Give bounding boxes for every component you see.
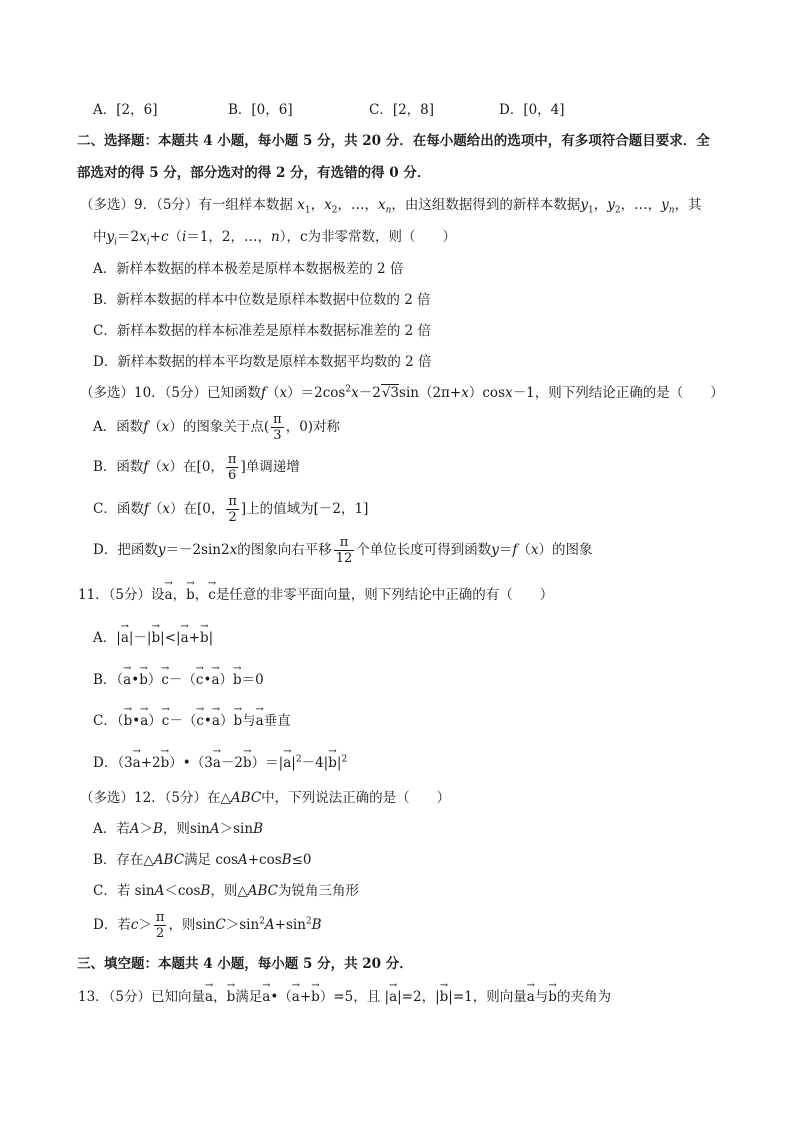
q12-option-c xyxy=(93,882,359,900)
section3-heading: 三、填空题：本题共 4 小题，每小题 5 分，共 20 分． xyxy=(77,956,413,972)
q12-math-c1: sinA＜cosB xyxy=(130,883,211,899)
q12-math-c2: △ABC xyxy=(237,883,279,899)
q10-option-d-text3: 个单位长度可得到函数 xyxy=(356,542,492,558)
q10-stem-b: ，则下列结论正确的是（ ） xyxy=(534,385,724,401)
q12-option-b xyxy=(93,851,312,869)
q9-math-yi: $y_i=2x_i+c(i=1$，2，…，n） xyxy=(106,229,287,248)
q9-option-d: D．新样本数据的样本平均数是原样本数据平均数的 2 倍 xyxy=(93,354,432,370)
q9-stem-b: ，由这组数据得到的新样本数据 xyxy=(391,197,581,213)
q10-option-a-text3: 对称 xyxy=(313,419,341,435)
q12-math-d2: $\sin C>\sin^2A+\sin^2B$ xyxy=(195,916,322,933)
q12-math-d1: c＞ $\frac{\pi}{2}$ xyxy=(130,910,165,941)
q10-option-d-text1: D．把函数 xyxy=(93,542,158,558)
q8-option-d: D．[0，4] xyxy=(499,102,565,118)
q11-stem-b: 是任意的非零平面向量，则下列结论中正确的有（ ） xyxy=(215,587,554,603)
q13-math-norms: |→ a|=2，|→ b|=1 xyxy=(380,989,473,1005)
q11-math-c: （→ b•→ a）→ c－（→ c•→ a）→ b与→ a xyxy=(117,713,264,729)
q11-option-c xyxy=(93,712,291,730)
q11-option-a xyxy=(93,629,213,647)
q12-option-d-text1: D．若 xyxy=(93,917,131,933)
q10-option-d xyxy=(93,535,593,566)
q10-math-function: $f(x)=2\cos^2x-2√3\sin(2\pi+x)\cos x-1$ xyxy=(261,384,535,401)
q10-option-c-text1: C．函数 xyxy=(93,501,144,517)
q13-stem-a: 已知向量 xyxy=(151,989,206,1005)
q12-math-triangle: 在△ABC xyxy=(207,790,262,806)
q11-stem-a: 设 xyxy=(151,587,165,603)
q10-option-d-text2: 的图象向右平移 xyxy=(237,542,332,558)
q8-option-b: B．[0，6] xyxy=(228,102,293,118)
q12-option-d-text2: ，则 xyxy=(168,917,196,933)
q11-option-d-label: D． xyxy=(93,755,118,771)
q12-option-a xyxy=(93,820,263,838)
q10-math-point: ( $\frac{\pi}{3}$ ，0) xyxy=(263,412,314,443)
q8-option-a: A．[2，6] xyxy=(93,102,158,118)
q9-stem-a: 有一组样本数据 xyxy=(198,197,293,213)
q12-option-c-text2: ，则 xyxy=(210,883,238,899)
q13-stem xyxy=(78,988,611,1006)
q12-math-a2: sinA＞sinB xyxy=(189,821,263,837)
q9-math-x-sequence: $x_1$，$x_2$，…，$x_n$ xyxy=(297,197,392,216)
q11-stem xyxy=(78,586,553,604)
q11-option-c-label: C． xyxy=(93,713,117,729)
q11-option-d xyxy=(93,754,347,772)
q10-stem-a: 已知函数 xyxy=(207,385,262,401)
q9-option-a: A．新样本数据的样本极差是原样本数据极差的 2 倍 xyxy=(93,261,404,277)
q10-math-fx: f（x） xyxy=(143,459,184,475)
q12-option-b-text1: B．存在 xyxy=(93,852,144,868)
q12-tag: （多选） xyxy=(80,790,134,806)
q12-stem-text: 中，下列说法正确的是（ ） xyxy=(261,790,451,806)
q10-stem xyxy=(80,384,724,402)
q12-option-a-text2: ，则 xyxy=(162,821,190,837)
q10-option-a-text1: A．函数 xyxy=(93,419,144,435)
q9-stem-line1 xyxy=(80,196,702,214)
q13-stem-c: ，且 xyxy=(353,989,381,1005)
q10-option-a-text2: 的图象关于点 xyxy=(182,419,264,435)
q13-stem-f: 的夹角为 xyxy=(556,989,611,1005)
q10-option-c-text3: 上的值域为[－2，1] xyxy=(246,501,369,517)
q10-option-b-text2: 在 xyxy=(183,459,197,475)
q11-option-b xyxy=(93,671,264,689)
q12-stem xyxy=(80,789,450,807)
q13-stem-b: 满足 xyxy=(235,989,263,1005)
q10-option-b xyxy=(93,452,300,483)
q12-option-b-text2: 满足 xyxy=(184,852,212,868)
q13-vec-a: → a xyxy=(527,988,535,1006)
q13-stem-d: ，则向量 xyxy=(472,989,527,1005)
q13-math-dot: → a•（→ a+→ b）=5 xyxy=(262,989,353,1005)
q9-tag: （多选） xyxy=(80,197,134,213)
q10-math-func2: y＝－2sin2x xyxy=(157,542,238,558)
q10-option-c-text2: 在 xyxy=(183,501,197,517)
q8-option-c: C．[2，8] xyxy=(369,102,435,118)
q10-math-interval: [0， $\frac{\pi}{2}$ ] xyxy=(196,494,247,525)
q12-option-c-text1: C．若 xyxy=(93,883,131,899)
q13-stem-e: 与 xyxy=(534,989,549,1005)
q10-math-shift: $\frac{\pi}{12}$ xyxy=(335,535,353,566)
q10-option-c xyxy=(93,494,368,525)
q12-math-a1: A＞B xyxy=(129,821,163,837)
q10-option-a xyxy=(93,412,340,443)
q12-option-a-text1: A．若 xyxy=(93,821,130,837)
q9-stem-c: ，其 xyxy=(674,197,702,213)
q13-vec-b: → b xyxy=(548,988,557,1006)
q11-number: 11．（5分） xyxy=(78,587,152,603)
q10-option-b-text3: 单调递增 xyxy=(245,459,300,475)
q12-option-d xyxy=(93,910,322,941)
q13-math-vectors: → a，→ b xyxy=(205,989,235,1005)
q11-option-a-label: A． xyxy=(93,630,117,646)
q11-math-a: |→ a|－|→ b|<|→ a+→ b| xyxy=(116,630,213,646)
q12-number: 12．（5分） xyxy=(134,790,208,806)
q13-number: 13．（5分） xyxy=(78,989,152,1005)
q10-math-fx: f（x） xyxy=(143,419,183,435)
q10-option-b-text1: B．函数 xyxy=(93,459,144,475)
section2-heading-line2: 部选对的得 5 分，部分选对的得 2 分，有选错的得 0 分． xyxy=(77,165,431,181)
q12-math-b2: cosA+cosB≤0 xyxy=(211,852,312,868)
q9-number: 9．（5分） xyxy=(134,197,199,213)
q9-stem-line2 xyxy=(93,228,456,246)
q9-stem2-a: 中 xyxy=(93,229,107,245)
q11-option-c-tail: 垂直 xyxy=(263,713,291,729)
q9-stem2-b: ，c为非零常数，则（ ） xyxy=(286,229,457,245)
q10-option-d-text4: 的图象 xyxy=(552,542,593,558)
q9-option-c: C．新样本数据的样本标准差是原样本数据标准差的 2 倍 xyxy=(93,323,432,339)
q9-option-b: B．新样本数据的样本中位数是原样本数据中位数的 2 倍 xyxy=(93,292,431,308)
q11-option-b-label: B． xyxy=(93,672,117,688)
q12-option-c-text3: 为锐角三角形 xyxy=(278,883,360,899)
q11-math-d: （3→ a+2→ b）•（3→ $a-2\to b)=|\to a|^2-4|\to b|^2$ xyxy=(117,755,347,771)
q11-math-vectors: → a，→ b，→ c xyxy=(165,587,216,603)
q10-number: 10．（5分） xyxy=(134,385,208,401)
q10-tag: （多选） xyxy=(80,385,134,401)
section2-heading-line1: 二、选择题：本题共 4 小题，每小题 5 分，共 20 分．在每小题给出的选项中，有多项符合题目要求．全 xyxy=(77,133,710,149)
q9-math-y-sequence: $y_1$，$y_2$，…，$y_n$ xyxy=(580,197,675,216)
q10-math-fx2: y＝f（x） xyxy=(491,542,553,558)
q11-math-b: （→ a•→ b）→ c－（→ c•→ a）→ b＝0 xyxy=(116,672,263,688)
q10-math-interval: [0， $\frac{\pi}{6}$ ] xyxy=(196,452,246,483)
q10-math-fx: f（x） xyxy=(143,501,184,517)
q12-math-b1: △ABC xyxy=(143,852,185,868)
